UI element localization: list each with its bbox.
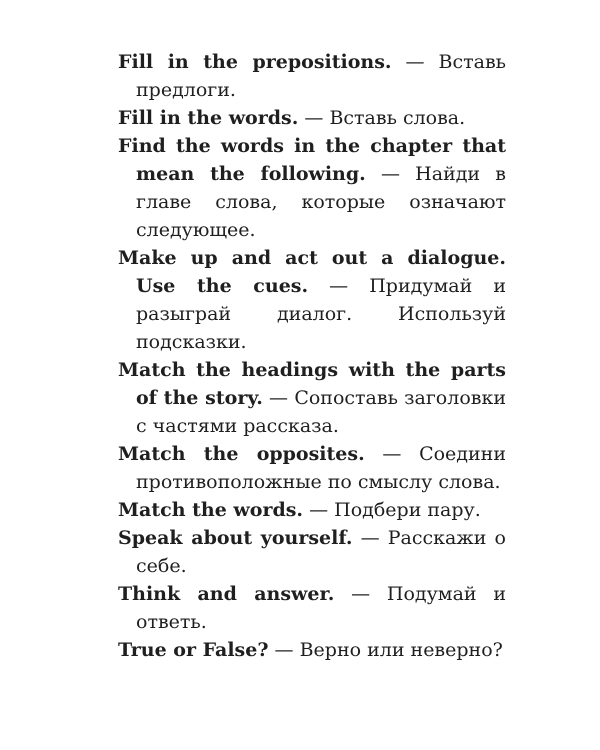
english-instruction: Match the headings with the parts of the story. xyxy=(118,359,506,409)
dash-separator: — xyxy=(352,527,388,549)
glossary-entry xyxy=(118,496,506,524)
dash-separator: — xyxy=(364,443,420,465)
english-instruction: True or False? xyxy=(118,639,269,661)
glossary-entry xyxy=(118,356,506,440)
dash-separator: — xyxy=(303,499,335,521)
dash-separator: — xyxy=(308,275,370,297)
dash-separator: — xyxy=(334,583,387,605)
russian-translation: Сопоставь заголовки с частями рассказа. xyxy=(136,387,506,437)
english-instruction: Think and answer. xyxy=(118,583,335,605)
english-instruction: Match the opposites. xyxy=(118,443,365,465)
glossary-page xyxy=(118,48,506,664)
glossary-entry xyxy=(118,524,506,580)
english-instruction: Make up and act out a dialogue. Use the cues. xyxy=(118,247,506,297)
glossary-entry xyxy=(118,580,506,636)
dash-separator: — xyxy=(262,387,295,409)
glossary-entry xyxy=(118,132,506,244)
english-instruction: Fill in the prepositions. xyxy=(118,51,392,73)
russian-translation: Подбери пару. xyxy=(334,499,481,521)
english-instruction: Find the words in the chapter that mean the following. xyxy=(118,135,506,185)
glossary-entry xyxy=(118,636,506,664)
russian-translation: Подумай и ответь. xyxy=(136,583,507,633)
russian-translation: Вставь слова. xyxy=(329,107,466,129)
dash-separator: — xyxy=(391,51,439,73)
russian-translation: Найди в главе слова, которые означают следующее. xyxy=(136,163,506,241)
russian-translation: Вставь предлоги. xyxy=(136,51,506,101)
russian-translation: Соедини противоположные по смыслу слова. xyxy=(136,443,506,493)
russian-translation: Верно или неверно? xyxy=(299,639,503,661)
glossary-entry xyxy=(118,440,506,496)
glossary-entry xyxy=(118,244,506,356)
russian-translation: Расскажи о себе. xyxy=(136,527,506,577)
russian-translation: Придумай и разыграй диалог. Используй подсказки. xyxy=(136,275,506,353)
english-instruction: Speak about yourself. xyxy=(118,527,353,549)
english-instruction: Fill in the words. xyxy=(118,107,299,129)
dash-separator: — xyxy=(298,107,330,129)
dash-separator: — xyxy=(268,639,300,661)
glossary-entry xyxy=(118,48,506,104)
glossary-entry xyxy=(118,104,506,132)
dash-separator: — xyxy=(365,163,416,185)
english-instruction: Match the words. xyxy=(118,499,304,521)
